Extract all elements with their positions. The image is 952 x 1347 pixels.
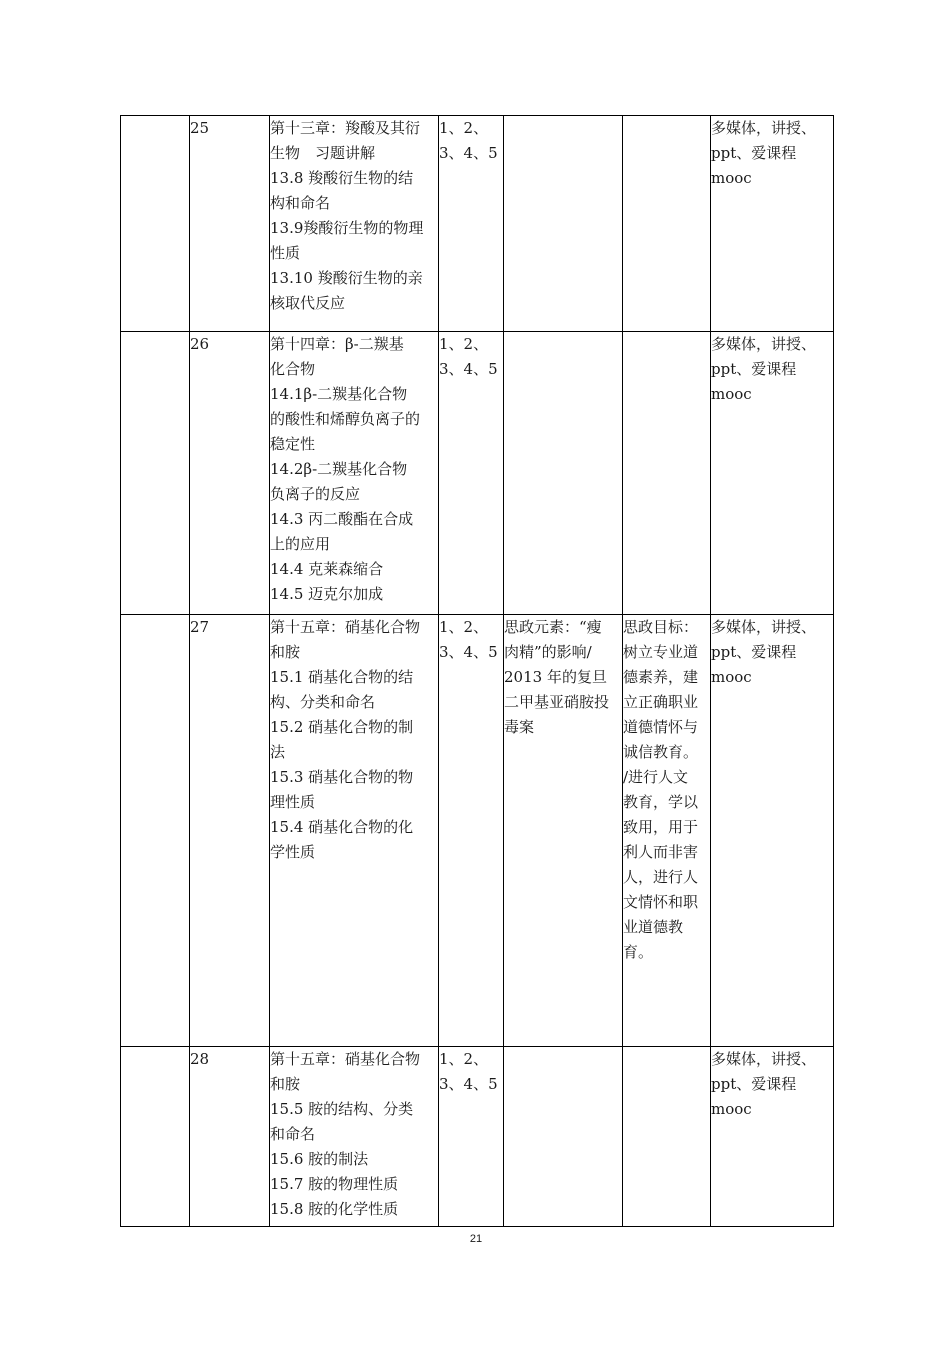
content-line: 15.5 胺的结构、分类 xyxy=(270,1100,414,1118)
content-line: 负离子的反应 xyxy=(270,485,361,503)
chapter-content-cell xyxy=(270,615,439,1047)
goal-line: 教育，学以 xyxy=(623,793,699,811)
teaching-method-cell xyxy=(711,332,834,615)
goal-line: 育。 xyxy=(623,943,654,961)
teaching-plan-table xyxy=(120,115,834,1227)
ideological-element-cell xyxy=(504,1047,623,1227)
ideological-element-cell xyxy=(504,116,623,332)
method-line: ppt、爱课程 xyxy=(711,360,797,378)
content-line: 法 xyxy=(270,743,286,761)
ideological-element-cell xyxy=(504,615,623,1047)
blank-cell xyxy=(121,615,190,1047)
content-line: 13.10 羧酸衍生物的亲 xyxy=(270,269,423,287)
content-line: 的酸性和烯醇负离子的 xyxy=(270,410,421,428)
content-line: 13.9羧酸衍生物的物理 xyxy=(270,219,424,237)
content-line: 生物 习题讲解 xyxy=(270,144,376,162)
teaching-method-cell xyxy=(711,1047,834,1227)
objectives-line: 1、2、 xyxy=(439,1050,489,1068)
content-line: 第十五章：硝基化合物 xyxy=(270,1050,421,1068)
goal-line: 人，进行人 xyxy=(623,868,699,886)
objectives-line: 1、2、 xyxy=(439,119,489,137)
ideological-goal-cell xyxy=(623,615,711,1047)
objectives-line: 3、4、5 xyxy=(439,643,498,661)
method-line: 多媒体，讲授、 xyxy=(711,119,817,137)
content-line: 学性质 xyxy=(270,843,316,861)
week-number-cell: 27 xyxy=(190,615,270,1047)
goal-line: /进行人文 xyxy=(623,768,689,786)
goal-line: 文情怀和职 xyxy=(623,893,699,911)
page-number: 21 xyxy=(469,1233,483,1245)
element-line: 肉精”的影响/ xyxy=(504,643,592,661)
ideological-goal-cell xyxy=(623,116,711,332)
week-number-cell: 26 xyxy=(190,332,270,615)
objectives-line: 3、4、5 xyxy=(439,1075,498,1093)
method-line: ppt、爱课程 xyxy=(711,643,797,661)
blank-cell xyxy=(121,332,190,615)
course-objectives-cell xyxy=(439,615,504,1047)
element-line: 2013 年的复旦 xyxy=(504,668,607,686)
content-line: 13.8 羧酸衍生物的结 xyxy=(270,169,414,187)
content-line: 稳定性 xyxy=(270,435,316,453)
week-number-cell: 28 xyxy=(190,1047,270,1227)
content-line: 14.1β-二羰基化合物 xyxy=(270,385,408,403)
content-line: 15.4 硝基化合物的化 xyxy=(270,818,414,836)
method-line: ppt、爱课程 xyxy=(711,1075,797,1093)
ideological-goal-cell xyxy=(623,332,711,615)
content-line: 第十五章：硝基化合物 xyxy=(270,618,421,636)
method-line: mooc xyxy=(711,668,752,686)
table-row xyxy=(121,332,834,615)
content-line: 15.1 硝基化合物的结 xyxy=(270,668,414,686)
objectives-line: 1、2、 xyxy=(439,618,489,636)
goal-line: 业道德教 xyxy=(623,918,684,936)
content-line: 和胺 xyxy=(270,643,301,661)
table-row xyxy=(121,116,834,332)
method-line: 多媒体，讲授、 xyxy=(711,618,817,636)
course-objectives-cell xyxy=(439,116,504,332)
table-row xyxy=(121,1047,834,1227)
objectives-line: 1、2、 xyxy=(439,335,489,353)
ideological-element-cell xyxy=(504,332,623,615)
course-objectives-cell xyxy=(439,332,504,615)
content-line: 和胺 xyxy=(270,1075,301,1093)
ideological-goal-cell xyxy=(623,1047,711,1227)
method-line: 多媒体，讲授、 xyxy=(711,335,817,353)
content-line: 15.7 胺的物理性质 xyxy=(270,1175,399,1193)
goal-line: 立正确职业 xyxy=(623,693,699,711)
content-line: 第十三章：羧酸及其衍 xyxy=(270,119,421,137)
content-line: 理性质 xyxy=(270,793,316,811)
blank-cell xyxy=(121,116,190,332)
content-line: 15.6 胺的制法 xyxy=(270,1150,369,1168)
element-line: 毒案 xyxy=(504,718,535,736)
method-line: mooc xyxy=(711,385,752,403)
content-line: 14.4 克莱森缩合 xyxy=(270,560,384,578)
content-line: 15.2 硝基化合物的制 xyxy=(270,718,414,736)
chapter-content-cell xyxy=(270,1047,439,1227)
objectives-line: 3、4、5 xyxy=(439,144,498,162)
content-line: 14.3 丙二酸酯在合成 xyxy=(270,510,414,528)
table-row xyxy=(121,615,834,1047)
content-line: 和命名 xyxy=(270,1125,316,1143)
chapter-content-cell xyxy=(270,332,439,615)
content-line: 14.5 迈克尔加成 xyxy=(270,585,384,603)
chapter-content-cell xyxy=(270,116,439,332)
blank-cell xyxy=(121,1047,190,1227)
element-line: 二甲基亚硝胺投 xyxy=(504,693,610,711)
content-line: 上的应用 xyxy=(270,535,331,553)
goal-line: 诚信教育。 xyxy=(623,743,699,761)
week-number-cell: 25 xyxy=(190,116,270,332)
content-line: 化合物 xyxy=(270,360,316,378)
element-line: 思政元素：“瘦 xyxy=(504,618,602,636)
content-line: 15.8 胺的化学性质 xyxy=(270,1200,399,1218)
content-line: 核取代反应 xyxy=(270,294,346,312)
goal-line: 思政目标： xyxy=(623,618,699,636)
goal-line: 树立专业道 xyxy=(623,643,699,661)
content-line: 构和命名 xyxy=(270,194,331,212)
goal-line: 利人而非害 xyxy=(623,843,699,861)
method-line: ppt、爱课程 xyxy=(711,144,797,162)
method-line: mooc xyxy=(711,1100,752,1118)
goal-line: 道德情怀与 xyxy=(623,718,699,736)
content-line: 性质 xyxy=(270,244,301,262)
method-line: mooc xyxy=(711,169,752,187)
goal-line: 致用，用于 xyxy=(623,818,699,836)
teaching-method-cell xyxy=(711,116,834,332)
goal-line: 德素养，建 xyxy=(623,668,699,686)
course-objectives-cell xyxy=(439,1047,504,1227)
content-line: 15.3 硝基化合物的物 xyxy=(270,768,414,786)
teaching-method-cell xyxy=(711,615,834,1047)
content-line: 构、分类和命名 xyxy=(270,693,376,711)
content-line: 第十四章：β-二羰基 xyxy=(270,335,404,353)
method-line: 多媒体，讲授、 xyxy=(711,1050,817,1068)
content-line: 14.2β-二羰基化合物 xyxy=(270,460,408,478)
objectives-line: 3、4、5 xyxy=(439,360,498,378)
